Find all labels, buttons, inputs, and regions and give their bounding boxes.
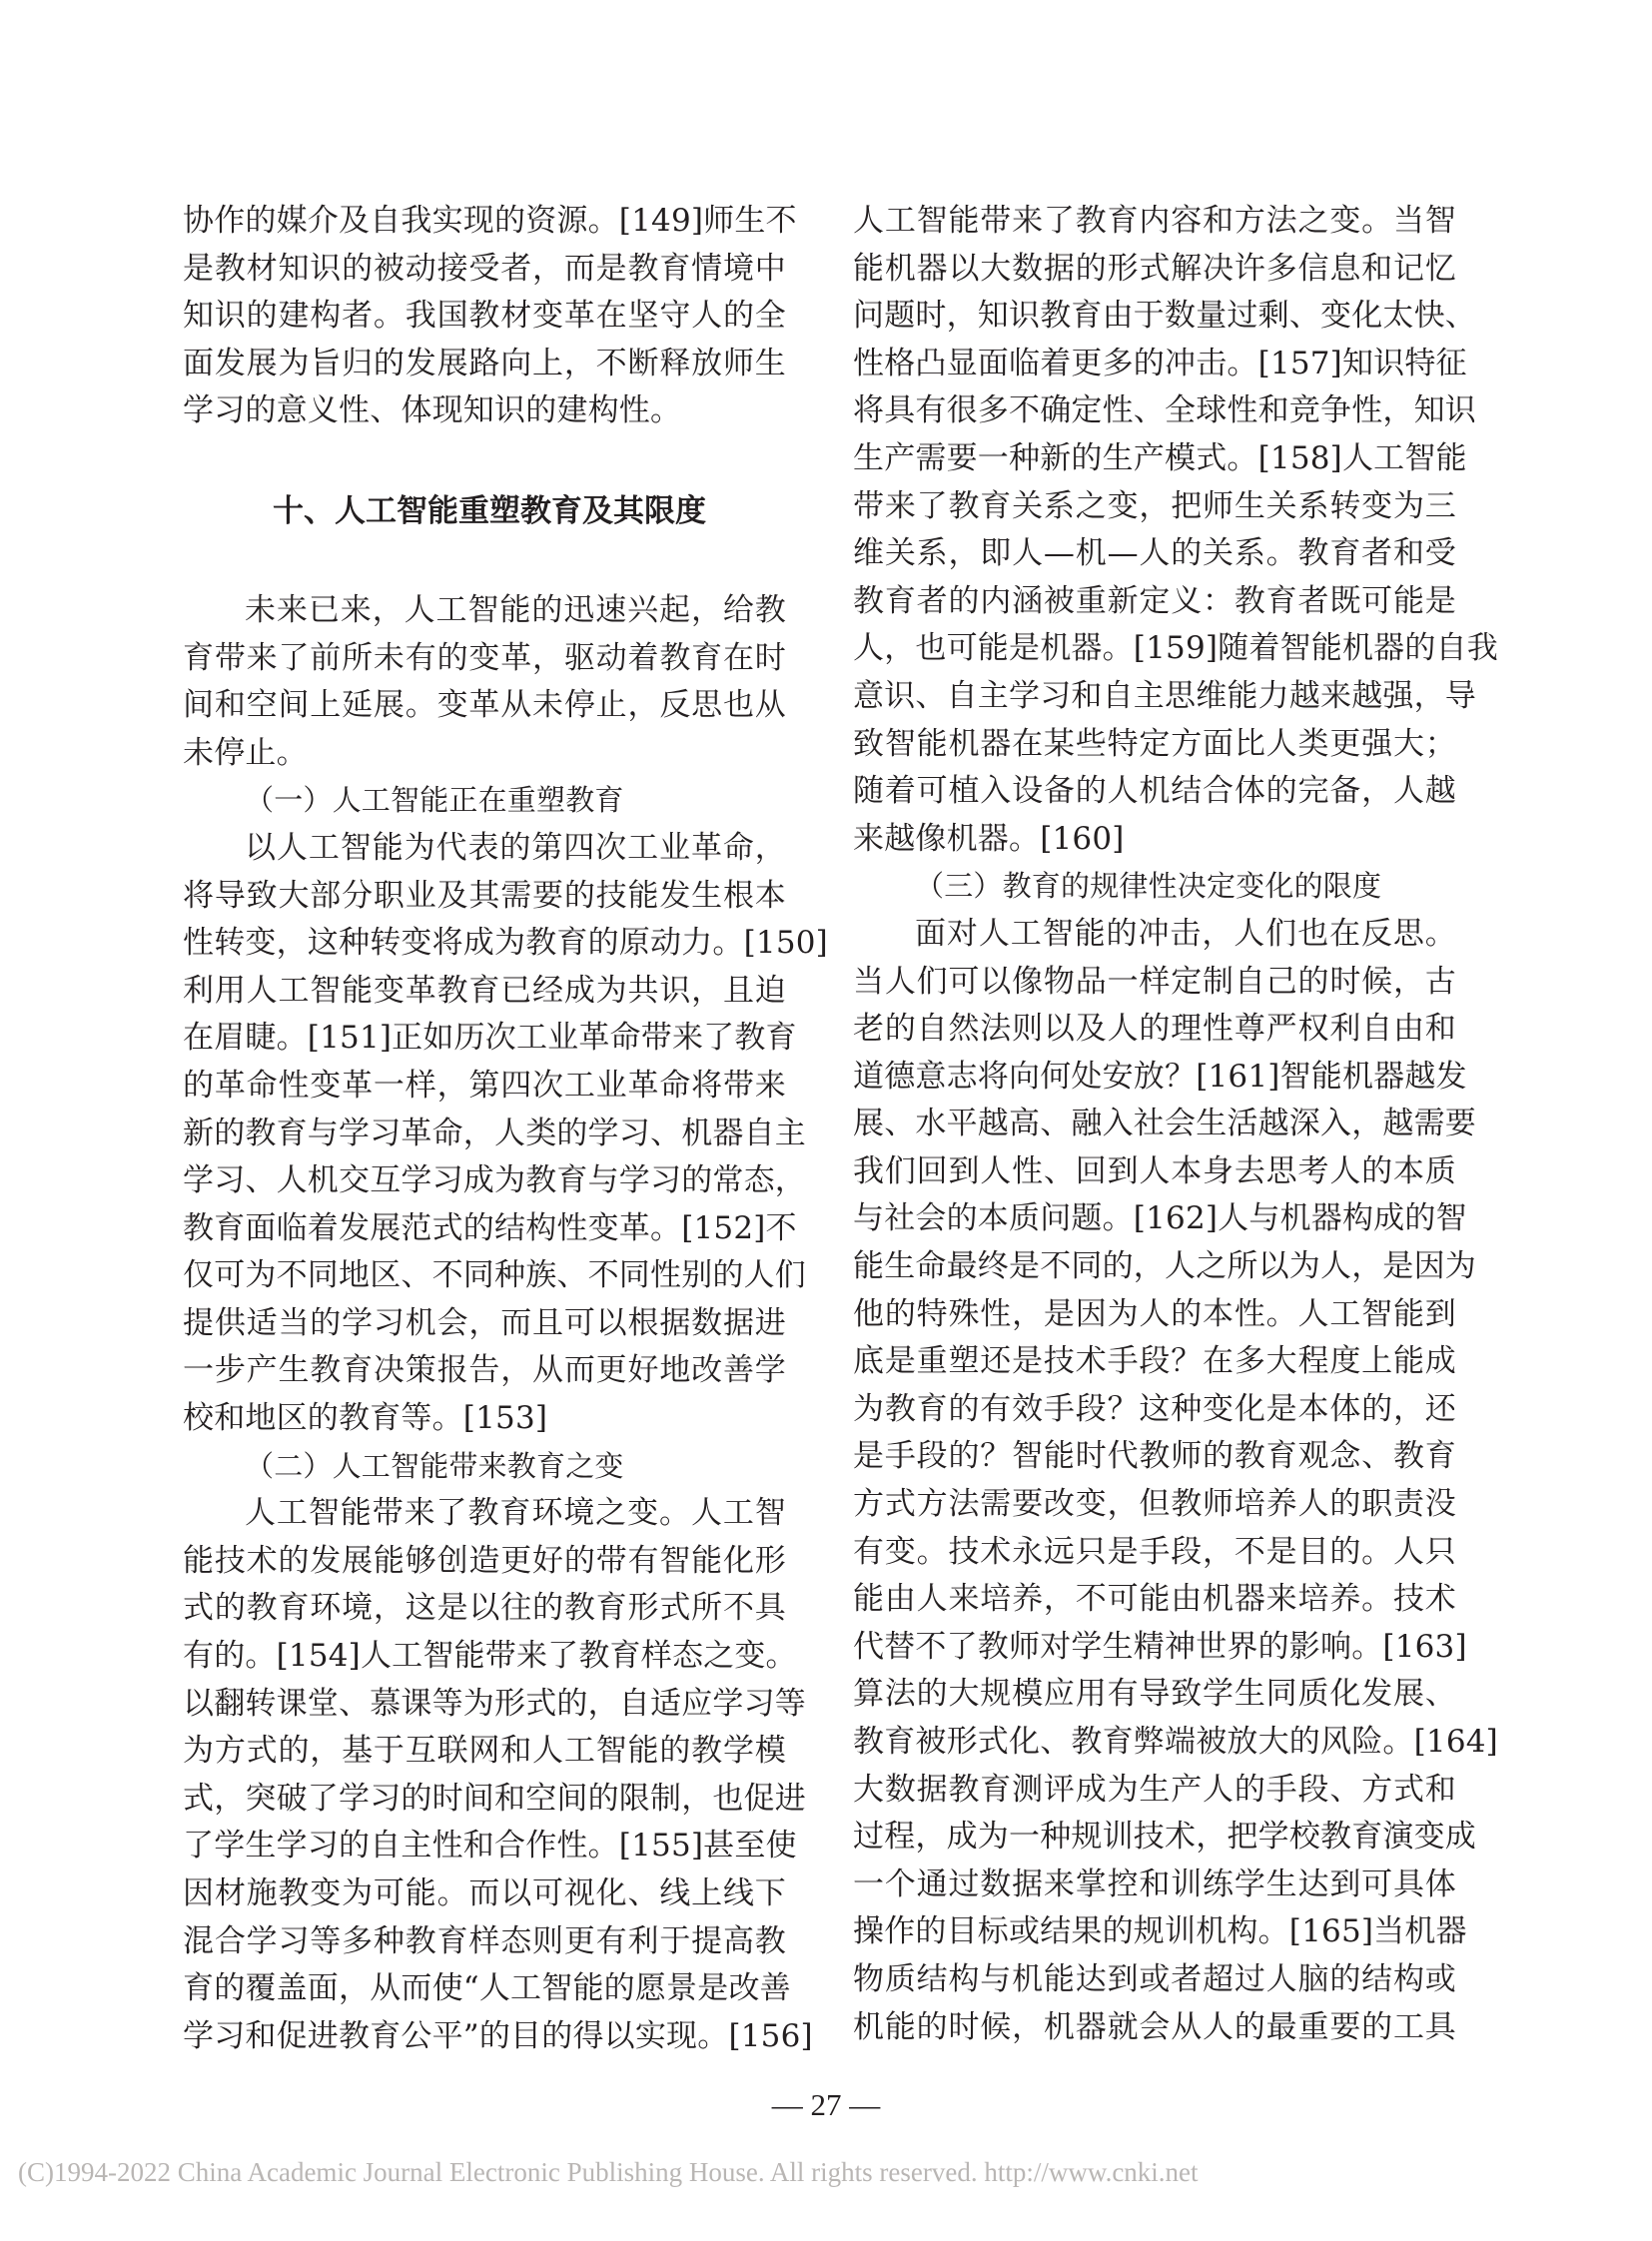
- text-line: 式，突破了学习的时间和空间的限制，也促进: [183, 1780, 806, 1817]
- text-line: 问题时，知识教育由于数量过剩、变化太快、: [853, 298, 1476, 335]
- subsection-heading: （一）人工智能正在重塑教育: [245, 783, 624, 818]
- text-line: 是教材知识的被动接受者，而是教育情境中: [183, 250, 786, 287]
- text-line: 一步产生教育决策报告，从而更好地改善学: [183, 1352, 786, 1389]
- text-line: 意识、自主学习和自主思维能力越来越强，导: [853, 677, 1476, 714]
- text-line: 方式方法需要改变，但教师培养人的职责没: [853, 1486, 1456, 1523]
- text-line: 性转变，这种转变将成为教育的原动力。[150]: [183, 925, 828, 962]
- text-line: 一个通过数据来掌控和训练学生达到可具体: [853, 1866, 1456, 1902]
- text-line: 教育被形式化、教育弊端被放大的风险。[164]: [853, 1724, 1498, 1760]
- text-line: 性格凸显面临着更多的冲击。[157]知识特征: [853, 345, 1467, 381]
- text-line: 利用人工智能变革教育已经成为共识，且迫: [183, 972, 786, 1009]
- spacer: [183, 435, 786, 461]
- text-line: 过程，成为一种规训技术，把学校教育演变成: [853, 1819, 1476, 1856]
- text-line: 因材施教变为可能。而以可视化、线上线下: [183, 1875, 786, 1911]
- subsection-heading: （三）教育的规律性决定变化的限度: [915, 869, 1382, 904]
- text-line: 教育者的内涵被重新定义：教育者既可能是: [853, 582, 1456, 619]
- subsection-heading: （二）人工智能带来教育之变: [245, 1448, 624, 1483]
- text-line: 教育面临着发展范式的结构性变革。[152]不: [183, 1209, 797, 1246]
- spacer: [183, 561, 786, 587]
- text-line: 学习、人机交互学习成为教育与学习的常态，: [183, 1162, 806, 1199]
- text-line: 间和空间上延展。变革从未停止，反思也从: [183, 687, 786, 724]
- text-line: 了学生学习的自主性和合作性。[155]甚至使: [183, 1828, 797, 1865]
- text-line: 带来了教育关系之变，把师生关系转变为三: [853, 487, 1456, 524]
- text-line: 道德意志将向何处安放？[161]智能机器越发: [853, 1058, 1467, 1095]
- text-line: 算法的大规模应用有导致学生同质化发展、: [853, 1676, 1456, 1713]
- text-line: 致智能机器在某些特定方面比人类更强大；: [853, 725, 1456, 762]
- text-line: 老的自然法则以及人的理性尊严权利自由和: [853, 1011, 1456, 1048]
- text-line: 将具有很多不确定性、全球性和竞争性，知识: [853, 392, 1476, 429]
- text-line: 将导致大部分职业及其需要的技能发生根本: [183, 877, 786, 914]
- text-line: 未来已来，人工智能的迅速兴起，给教: [245, 591, 786, 628]
- text-line: 未停止。: [183, 734, 308, 771]
- text-line: 学习和促进教育公平”的目的得以实现。[156]: [183, 2017, 813, 2054]
- text-line: 当人们可以像物品一样定制自己的时候，古: [853, 963, 1456, 1000]
- text-line: 随着可植入设备的人机结合体的完备，人越: [853, 773, 1456, 810]
- left-column: [183, 198, 828, 2060]
- text-line: 面发展为旨归的发展路向上，不断释放师生: [183, 345, 786, 381]
- text-line: 以翻转课堂、慕课等为形式的，自适应学习等: [183, 1685, 806, 1722]
- text-line: 为教育的有效手段？这种变化是本体的，还: [853, 1390, 1456, 1427]
- text-line: 提供适当的学习机会，而且可以根据数据进: [183, 1304, 786, 1341]
- right-column: [853, 198, 1498, 2051]
- section-heading: 十、人工智能重塑教育及其限度: [273, 492, 706, 529]
- text-line: 为方式的，基于互联网和人工智能的教学模: [183, 1733, 786, 1770]
- text-line: 能机器以大数据的形式解决许多信息和记忆: [853, 250, 1456, 287]
- text-line: 有变。技术永远只是手段，不是目的。人只: [853, 1533, 1456, 1570]
- text-line: 与社会的本质问题。[162]人与机器构成的智: [853, 1200, 1467, 1237]
- text-line: 人工智能带来了教育环境之变。人工智: [245, 1495, 786, 1532]
- text-line: 仅可为不同地区、不同种族、不同性别的人们: [183, 1257, 806, 1294]
- text-line: 人，也可能是机器。[159]随着智能机器的自我: [853, 630, 1498, 667]
- text-line: 育带来了前所未有的变革，驱动着教育在时: [183, 639, 786, 676]
- text-line: 是手段的？智能时代教师的教育观念、教育: [853, 1438, 1456, 1475]
- text-line: 式的教育环境，这是以往的教育形式所不具: [183, 1590, 786, 1627]
- text-line: 我们回到人性、回到人本身去思考人的本质: [853, 1152, 1456, 1189]
- text-line: 新的教育与学习革命，人类的学习、机器自主: [183, 1115, 806, 1151]
- text-line: 维关系，即人—机—人的关系。教育者和受: [853, 535, 1456, 572]
- text-line: 校和地区的教育等。[153]: [183, 1400, 548, 1437]
- text-line: 代替不了教师对学生精神世界的影响。[163]: [853, 1628, 1467, 1665]
- text-line: 生产需要一种新的生产模式。[158]人工智能: [853, 439, 1467, 476]
- text-line: 有的。[154]人工智能带来了教育样态之变。: [183, 1638, 797, 1675]
- text-line: 机能的时候，机器就会从人的最重要的工具: [853, 2008, 1456, 2045]
- copyright-watermark: (C)1994-2022 China Academic Journal Electronic Publishing House. All rights reserved. http://www.cnki.net: [18, 2157, 1199, 2187]
- text-line: 协作的媒介及自我实现的资源。[149]师生不: [183, 203, 797, 239]
- text-line: 大数据教育测评成为生产人的手段、方式和: [853, 1771, 1456, 1808]
- text-line: 知识的建构者。我国教材变革在坚守人的全: [183, 298, 786, 335]
- text-line: 能由人来培养，不可能由机器来培养。技术: [853, 1581, 1456, 1618]
- text-line: 在眉睫。[151]正如历次工业革命带来了教育: [183, 1020, 797, 1057]
- text-line: 以人工智能为代表的第四次工业革命，: [245, 829, 786, 866]
- text-line: 来越像机器。[160]: [853, 820, 1125, 857]
- text-line: 的革命性变革一样，第四次工业革命将带来: [183, 1067, 786, 1104]
- text-line: 他的特殊性，是因为人的本性。人工智能到: [853, 1295, 1456, 1332]
- text-line: 能技术的发展能够创造更好的带有智能化形: [183, 1542, 786, 1579]
- text-line: 展、水平越高、融入社会生活越深入，越需要: [853, 1106, 1476, 1142]
- text-line: 能生命最终是不同的，人之所以为人，是因为: [853, 1248, 1476, 1285]
- text-line: 育的覆盖面，从而使“人工智能的愿景是改善: [183, 1970, 791, 2007]
- text-line: 物质结构与机能达到或者超过人脑的结构或: [853, 1960, 1456, 1997]
- text-line: 学习的意义性、体现知识的建构性。: [183, 392, 682, 429]
- text-line: 底是重塑还是技术手段？在多大程度上能成: [853, 1343, 1456, 1380]
- text-line: 人工智能带来了教育内容和方法之变。当智: [853, 203, 1456, 239]
- page-number: — 27 —: [771, 2087, 881, 2122]
- text-line: 混合学习等多种教育样态则更有利于提高教: [183, 1922, 786, 1959]
- text-line: 操作的目标或结果的规训机构。[165]当机器: [853, 1913, 1467, 1950]
- text-line: 面对人工智能的冲击，人们也在反思。: [915, 915, 1456, 952]
